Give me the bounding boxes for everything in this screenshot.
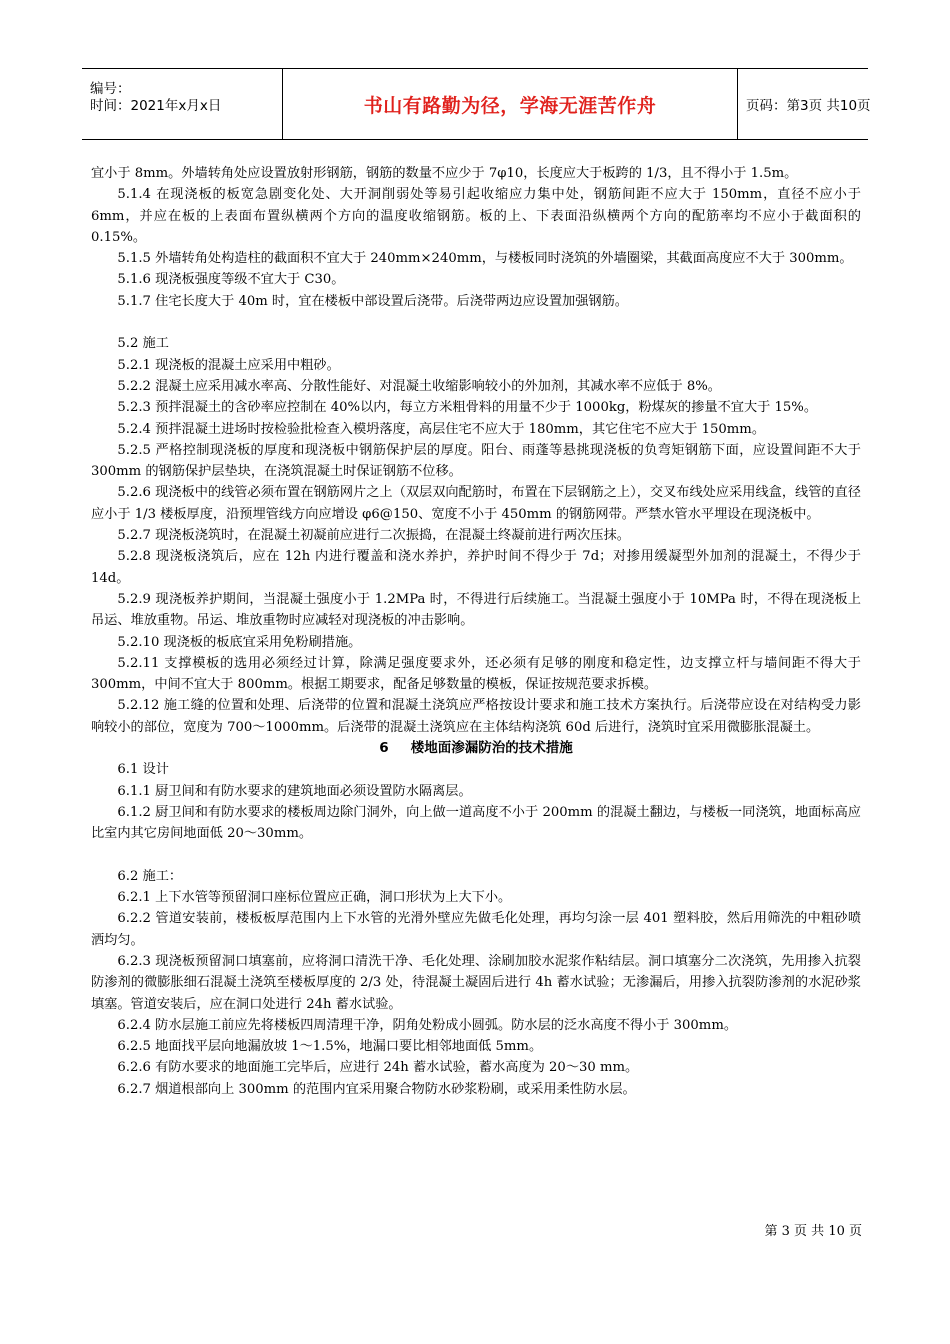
header-page-label: 页码：第3页 共10页	[746, 98, 871, 114]
body-paragraph: 5.2.11 支撑模板的选用必须经过计算，除满足强度要求外，还必须有足够的刚度和稳定性，边支撑立杆与墙间距不得大于 300mm，中间不宜大于 800mm。根据工期要求，配备足够数量的模板，保证按规范要求拆模。	[91, 655, 861, 693]
body-paragraph: 5.2 施工	[117, 336, 169, 352]
document-date-label: 时间：2021年x月x日	[90, 98, 222, 114]
body-paragraph: 5.1.7 住宅长度大于 40m 时，宜在楼板中部设置后浇带。后浇带两边应设置加强钢筋。	[117, 293, 628, 309]
body-paragraph: 5.2.1 现浇板的混凝土应采用中粗砂。	[117, 357, 340, 373]
header-page-cell	[738, 69, 871, 139]
header-table	[82, 68, 871, 140]
header-motto-cell	[282, 69, 738, 139]
body-paragraph: 6.2.3 现浇板预留洞口填塞前，应将洞口清洗干净、毛化处理、涂刷加胶水泥浆作粘结层。洞口填塞分二次浇筑，先用掺入抗裂防渗剂的微膨胀细石混凝土浇筑至楼板厚度的 2/3 处，待混凝土凝固后进行 4h 蓄水试验；无渗漏后，用掺入抗裂防渗剂的水泥砂浆填塞。管道安装后，应在洞口处进行 24h 蓄水试验。	[91, 953, 861, 1012]
body-paragraph: 5.2.3 预拌混凝土的含砂率应控制在 40%以内，每立方米粗骨料的用量不少于 1000kg，粉煤灰的掺量不宜大于 15%。	[117, 400, 818, 416]
body-paragraph: 5.2.2 混凝土应采用减水率高、分散性能好、对混凝土收缩影响较小的外加剂，其减水率不应低于 8%。	[117, 378, 721, 394]
body-paragraph: 6.2 施工：	[117, 868, 183, 884]
body-paragraph: 5.1.6 现浇板强度等级不宜大于 C30。	[117, 272, 345, 288]
body-paragraph: 5.2.8 现浇板浇筑后，应在 12h 内进行覆盖和浇水养护，养护时间不得少于 7d；对掺用缓凝型外加剂的混凝土，不得少于 14d。	[91, 549, 861, 586]
header-motto: 书山有路勤为径，学海无涯苦作舟	[363, 94, 657, 117]
paragraph-gap	[91, 312, 861, 333]
body-paragraph: 6.1 设计	[117, 762, 169, 778]
body-paragraph: 6.2.5 地面找平层向地漏放坡 1～1.5%，地漏口要比相邻地面低 5mm。	[117, 1039, 543, 1055]
section-title: 楼地面渗漏防治的技术措施	[410, 740, 573, 757]
paragraph-gap	[91, 845, 861, 866]
body-paragraph: 6.2.6 有防水要求的地面施工完毕后，应进行 24h 蓄水试验，蓄水高度为 20～30 mm。	[117, 1060, 639, 1076]
body-paragraph: 5.2.6 现浇板中的线管必须布置在钢筋网片之上（双层双向配筋时，布置在下层钢筋之上），交叉布线处应采用线盒，线管的直径应小于 1/3 楼板厚度，沿预埋管线方向应增设 φ6@150、宽度不小于 450mm 的钢筋网带。严禁水管水平埋设在现浇板中。	[91, 485, 861, 522]
body-paragraph: 6.2.2 管道安装前，楼板板厚范围内上下水管的光滑外壁应先做毛化处理，再均匀涂一层 401 塑料胶，然后用筛洗的中粗砂喷洒均匀。	[91, 911, 861, 948]
body-paragraph: 宜小于 8mm。外墙转角处应设置放射形钢筋，钢筋的数量不应少于 7φ10，长度应大于板跨的 1/3，且不得小于 1.5m。	[91, 166, 798, 181]
section-heading	[91, 738, 861, 759]
page-footer: 第 3 页 共 10 页	[764, 1224, 862, 1239]
body-paragraph: 5.2.9 现浇板养护期间，当混凝土强度小于 1.2MPa 时，不得进行后续施工。当混凝土强度小于 10MPa 时，不得在现浇板上吊运、堆放重物。吊运、堆放重物时应减轻对现浇板的冲击影响。	[91, 591, 861, 629]
body-paragraph: 5.2.4 预拌混凝土进场时按检验批检查入模坍落度，高层住宅不应大于 180mm，其它住宅不应大于 150mm。	[117, 421, 766, 437]
body-paragraph: 5.2.10 现浇板的板底宜采用免粉刷措施。	[117, 634, 362, 650]
body-paragraph: 5.1.4 在现浇板的板宽急剧变化处、大开洞削弱处等易引起收缩应力集中处，钢筋间距不应大于 150mm，直径不应小于 6mm，并应在板的上表面布置纵横两个方向的温度收缩钢筋。板的上、下表面沿纵横两个方向的配筋率均不应小于截面积的 0.15%。	[91, 187, 861, 245]
document-number-label: 编号：	[90, 81, 131, 97]
body-paragraph: 6.1.1 厨卫间和有防水要求的建筑地面必须设置防水隔离层。	[117, 783, 472, 799]
body-paragraph: 6.2.7 烟道根部向上 300mm 的范围内宜采用聚合物防水砂浆粉刷，或采用柔性防水层。	[117, 1081, 636, 1097]
document-body	[91, 163, 861, 1100]
header-left-cell	[82, 69, 280, 139]
body-paragraph: 6.1.2 厨卫间和有防水要求的楼板周边除门洞外，向上做一道高度不小于 200mm 的混凝土翻边，与楼板一同浇筑，地面标高应比室内其它房间地面低 20～30mm。	[91, 804, 861, 842]
section-number: 6	[379, 740, 389, 757]
body-paragraph: 5.1.5 外墙转角处构造柱的截面积不宜大于 240mm×240mm，与楼板同时浇筑的外墙圈梁，其截面高度应不大于 300mm。	[117, 251, 853, 267]
body-paragraph: 6.2.4 防水层施工前应先将楼板四周清理干净，阴角处粉成小圆弧。防水层的泛水高度不得小于 300mm。	[117, 1017, 738, 1033]
body-paragraph: 5.2.5 严格控制现浇板的厚度和现浇板中钢筋保护层的厚度。阳台、雨蓬等悬挑现浇板的负弯矩钢筋下面，应设置间距不大于 300mm 的钢筋保护层垫块，在浇筑混凝土时保证钢筋不位移。	[91, 442, 861, 480]
body-paragraph: 5.2.12 施工缝的位置和处理、后浇带的位置和混凝土浇筑应严格按设计要求和施工技术方案执行。后浇带应设在对结构受力影响较小的部位，宽度为 700～1000mm。后浇带的混凝土浇筑应在主体结构浇筑 60d 后进行，浇筑时宜采用微膨胀混凝土。	[91, 698, 861, 735]
body-paragraph: 6.2.1 上下水管等预留洞口座标位置应正确，洞口形状为上大下小。	[117, 890, 512, 906]
body-paragraph: 5.2.7 现浇板浇筑时，在混凝土初凝前应进行二次振捣，在混凝土终凝前进行两次压抹。	[117, 528, 630, 544]
